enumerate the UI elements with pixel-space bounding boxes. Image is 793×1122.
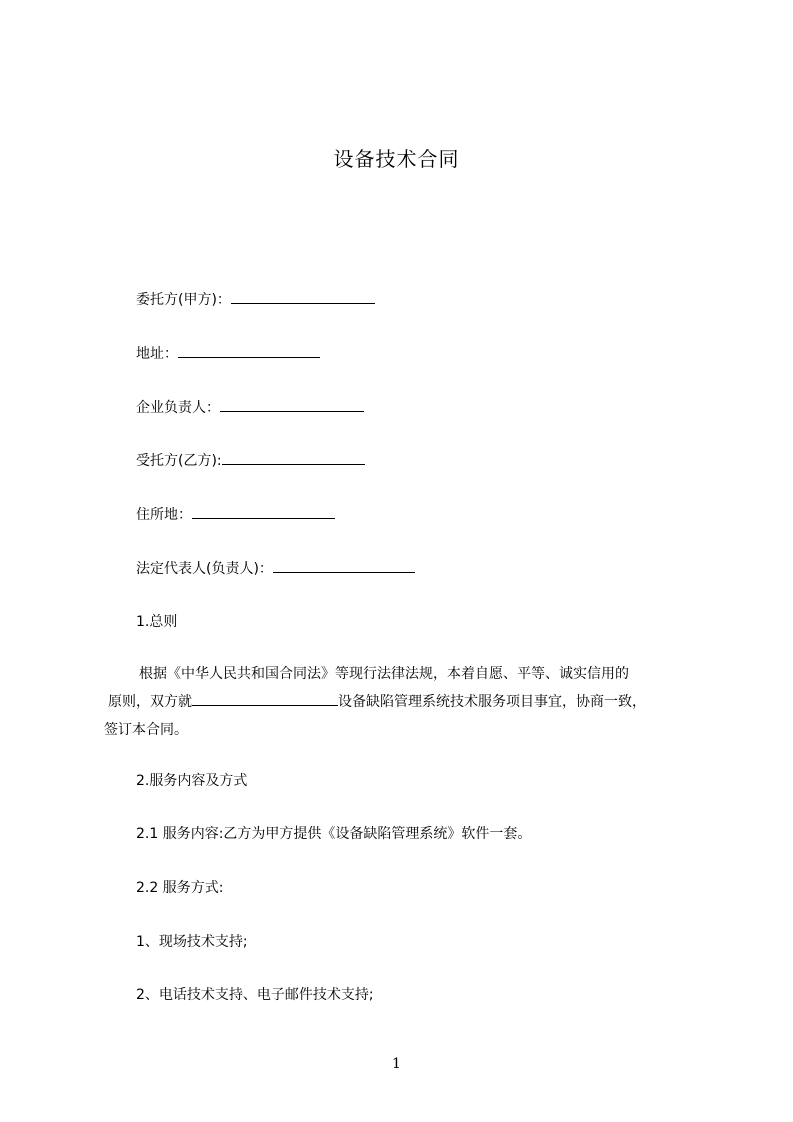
general-paragraph	[104, 660, 704, 744]
general-para-line1: 根据《中华人民共和国合同法》等现行法律法规，本着自愿、平等、诚实信用的	[139, 666, 629, 682]
service-heading: 2.服务内容及方式	[136, 773, 248, 789]
general-para-line2-after: 设备缺陷管理系统技术服务项目事宜，协商一致，	[338, 694, 646, 710]
trustee-label: 受托方(乙方):	[136, 453, 222, 469]
service-content: 2.1 服务内容:乙方为甲方提供《设备缺陷管理系统》软件一套。	[136, 826, 532, 842]
residence-label: 住所地：	[136, 507, 192, 523]
page-number: 1	[392, 1056, 401, 1072]
enterprise-head-field	[136, 399, 364, 417]
legal-rep-blank	[273, 560, 415, 573]
general-para-line3: 签订本合同。	[104, 722, 188, 738]
document-title: 设备技术合同	[333, 147, 460, 171]
address-field	[136, 345, 320, 363]
residence-blank	[192, 506, 335, 519]
residence-field	[136, 506, 335, 524]
address-blank	[178, 345, 320, 358]
address-label: 地址：	[136, 346, 178, 362]
general-heading: 1.总则	[136, 614, 178, 630]
method-item-2: 2、电话技术支持、电子邮件技术支持;	[136, 987, 374, 1003]
general-para-line2-before: 原则，双方就	[108, 694, 192, 710]
client-label: 委托方(甲方)：	[136, 292, 231, 308]
service-method: 2.2 服务方式:	[136, 880, 224, 896]
general-para-line2	[104, 688, 704, 716]
client-field	[136, 291, 375, 309]
client-blank	[231, 291, 375, 304]
trustee-blank	[222, 452, 365, 465]
project-name-blank	[192, 693, 338, 706]
method-item-1: 1、现场技术支持;	[136, 934, 248, 950]
trustee-field	[136, 452, 365, 470]
legal-rep-field	[136, 560, 415, 578]
enterprise-head-blank	[220, 399, 364, 412]
legal-rep-label: 法定代表人(负责人)：	[136, 561, 273, 577]
enterprise-head-label: 企业负责人：	[136, 400, 220, 416]
